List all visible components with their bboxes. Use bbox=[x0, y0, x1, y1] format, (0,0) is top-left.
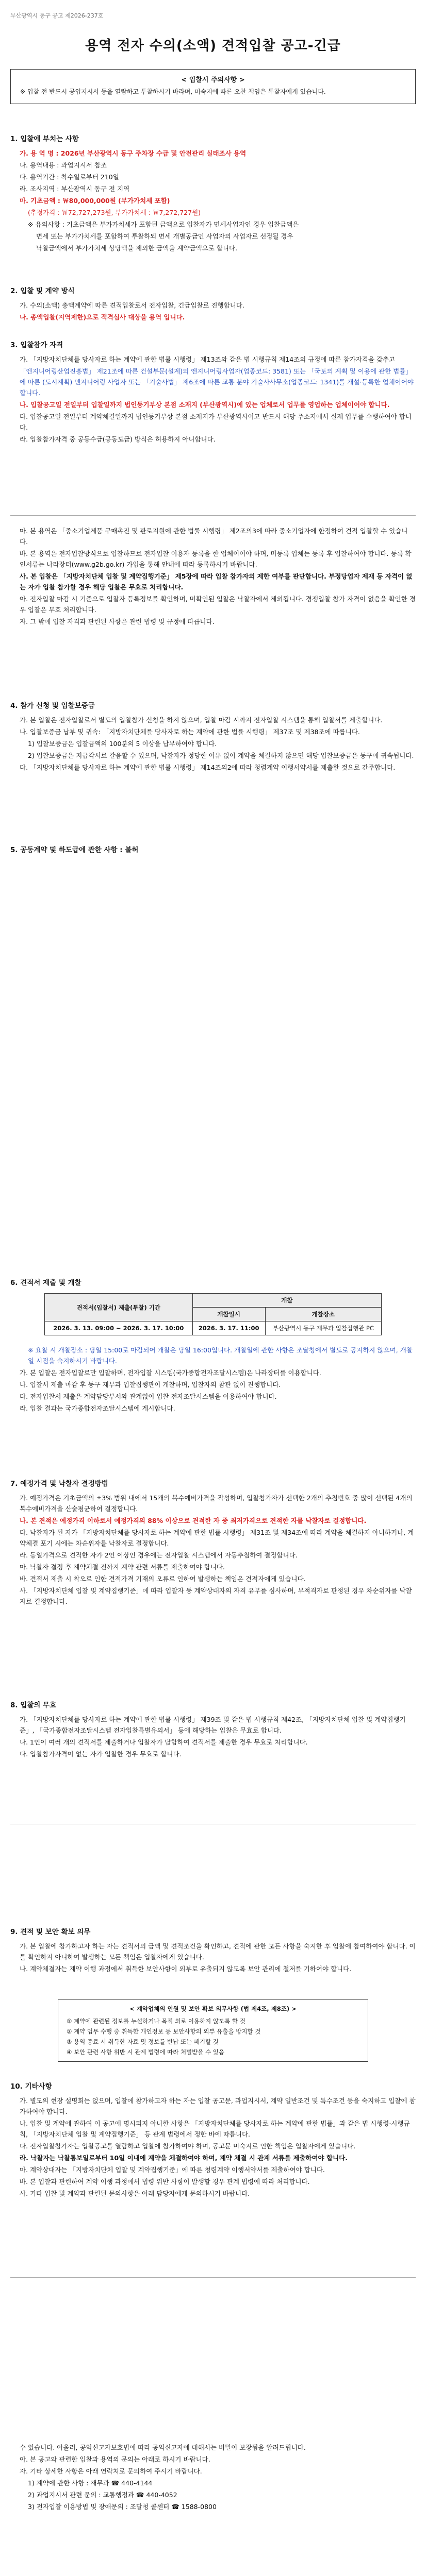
section-1-heading: 1. 입찰에 부치는 사항 bbox=[10, 135, 79, 143]
section-3-heading: 3. 입찰참가 자격 bbox=[10, 341, 63, 349]
s6-note-5: 라. 입찰 결과는 국가종합전자조달시스템에 게시합니다. bbox=[20, 1404, 175, 1412]
s10-item-5: 마. 계약상대자는 「지방자치단체 입찰 및 계약집행기준」에 따른 청렴계약 이행서약서를 제출하여야 합니다. bbox=[20, 2166, 325, 2174]
section-3 bbox=[10, 340, 416, 446]
s3b-item-2: 바. 본 용역은 전자입찰방식으로 입찰하므로 전자입찰 이용자 등록을 한 업체이어야 하며, 미등록 업체는 등록 후 입찰하여야 합니다. 등록 확인서류는 나라장터(www.g2b.go.kr) 가입을 통해 안내에 따라 등록하시기 바랍니다. bbox=[20, 550, 412, 568]
s10-after-3: 자. 기타 상세한 사항은 아래 연락처로 문의하여 주시기 바랍니다. bbox=[20, 2467, 202, 2475]
s7-item-7: 사. 「지방자치단체 입찰 및 계약집행기준」에 따라 입찰자 등 계약상대자의 자격 유무를 심사하며, 부적격자로 판정된 경우 차순위자를 낙찰자로 결정합니다. bbox=[20, 1587, 412, 1605]
contact-2: 2) 과업지시서 관련 문의 : 교통행정과 ☎ 440-4052 bbox=[28, 2491, 177, 2499]
s1-item-8: 면세 또는 부가가치세를 포함하여 투찰하되 면세 개별공급인 사업자의 사업자로 선정될 경우 bbox=[36, 232, 293, 240]
s10-item-6: 바. 본 입찰과 관련하여 계약 이행 과정에서 법령 위반 사항이 발생할 경우 관계 법령에 따라 처리합니다. bbox=[20, 2178, 310, 2185]
s3-item-4: 다. 입찰공고일 전일부터 계약체결일까지 법인등기부상 본점 소재지가 부산광역시이고 반드시 해당 주소지에서 실제 업무를 수행하여야 합니다. bbox=[20, 413, 412, 431]
notice-title: < 입찰시 주의사항 > bbox=[181, 76, 245, 84]
s4-item-4: 2) 입찰보증금은 지급각서로 갈음할 수 있으며, 낙찰자가 정당한 이유 없이 계약을 체결하지 않으면 해당 입찰보증금은 동구에 귀속됩니다. bbox=[28, 752, 414, 759]
s8-item-2: 나. 1인이 여러 개의 견적서를 제출하거나 입찰자가 담합하여 견적서를 제출한 경우 무효로 처리합니다. bbox=[20, 1738, 308, 1746]
col-opening-place: 개찰장소 bbox=[265, 1308, 381, 1321]
s6-note-3: 나. 입찰서 제출 마감 후 동구 재무과 입찰집행관이 개찰하며, 입찰자의 참관 없이 진행합니다. bbox=[20, 1381, 281, 1388]
s10-item-3: 다. 전자입찰참가자는 입찰공고를 열람하고 입찰에 참가하여야 하며, 공고문 미숙지로 인한 책임은 입찰자에게 있습니다. bbox=[20, 2142, 356, 2150]
s1-item-3: 다. 용역기간 : 착수일로부터 210일 bbox=[20, 173, 119, 181]
s1-item-2: 나. 용역내용 : 과업지시서 참조 bbox=[20, 161, 107, 169]
section-6 bbox=[10, 1278, 416, 1292]
col-group-opening: 개찰 bbox=[192, 1294, 381, 1308]
cell-opening-place: 부산광역시 동구 재무과 입찰집행관 PC bbox=[265, 1321, 381, 1335]
notice-text: ※ 입찰 전 반드시 공입지시서 등을 열람하고 투찰하시기 바라며, 미숙지에 따른 오찬 책임은 투찰자에게 있습니다. bbox=[20, 88, 326, 95]
s9-item-1: 가. 본 입찰에 참가하고자 하는 자는 견적서의 금액 및 견적조건을 확인하고, 견적에 관한 모든 사항을 숙지한 후 입찰에 참여하여야 합니다. 이를 확인하지 아니하여 발생하는 모든 책임은 입찰자에게 있습니다. bbox=[20, 1942, 416, 1961]
caution-notice-box bbox=[10, 69, 416, 104]
s1-item-9: 낙찰금액에서 부가가치세 상당액을 제외한 금액을 계약금액으로 합니다. bbox=[36, 244, 238, 252]
section-2 bbox=[10, 286, 416, 324]
security-box-title: < 계약업체의 인원 및 보안 확보 의무사항 (법 제4조, 제8조) > bbox=[129, 2005, 297, 2012]
s7-item-4: 라. 동일가격으로 견적한 자가 2인 이상인 경우에는 전자입찰 시스템에서 자동추첨하여 결정합니다. bbox=[20, 1551, 298, 1559]
divider bbox=[10, 515, 416, 516]
section-9 bbox=[10, 1927, 416, 1975]
s1-item-7: ※ 유의사항 : 기초금액은 부가가치세가 포함된 금액으로 입찰자가 면세사업자인 경우 입찰금액은 bbox=[28, 221, 299, 228]
security-item-4: ④ 보안 관련 사항 위반 시 관계 법령에 따라 처벌받을 수 있음 bbox=[67, 2048, 225, 2056]
section-8-heading: 8. 입찰의 무효 bbox=[10, 1701, 57, 1709]
section-2-heading: 2. 입찰 및 계약 방식 bbox=[10, 287, 75, 295]
col-submit-period: 견적서(입찰서) 제출(투찰) 기간 bbox=[45, 1294, 193, 1321]
announcement-number: 부산광역시 동구 공고 제2026-237호 bbox=[10, 12, 104, 19]
col-opening-time: 개찰일시 bbox=[192, 1308, 265, 1321]
security-item-3: ③ 용역 종료 시 취득한 자료 및 정보를 반납 또는 폐기할 것 bbox=[67, 2038, 219, 2045]
section-7 bbox=[10, 1479, 416, 1608]
s7-item-1: 가. 예정가격은 기초금액의 ±3% 범위 내에서 15개의 복수예비가격을 작성하며, 입찰참가자가 선택한 2개의 추첨번호 중 많이 선택된 4개의 복수예비가격을 산술평균하여 결정합니다. bbox=[20, 1494, 413, 1513]
section-1 bbox=[10, 134, 416, 255]
contact-1: 1) 계약에 관한 사항 : 재무과 ☎ 440-4144 bbox=[28, 2479, 153, 2487]
s10-item-7: 사. 기타 입찰 및 계약과 관련된 문의사항은 아래 담당자에게 문의하시기 바랍니다. bbox=[20, 2190, 250, 2197]
security-obligation-box bbox=[58, 1999, 368, 2062]
s3-item-1: 가. 「지방자치단체를 당사자로 하는 계약에 관한 법률 시행령」 제13조와 같은 법 시행규칙 제14조의 규정에 따른 참가자격을 갖추고 bbox=[20, 355, 396, 363]
s2-item-1: 가. 수의(소액) 총액계약에 따른 견적입찰로서 전자입찰, 긴급입찰로 진행합니다. bbox=[20, 301, 244, 309]
security-item-1: ① 계약에 관련된 정보를 누설하거나 목적 외로 이용하지 않도록 할 것 bbox=[67, 2018, 245, 2025]
s7-item-3: 다. 낙찰자가 된 자가 「지방자치단체를 당사자로 하는 계약에 관한 법률 시행령」 제31조 및 제34조에 따라 계약을 체결하지 아니하거나, 계약체결 포기 시에는 차순위자를 낙찰자로 결정합니다. bbox=[20, 1529, 414, 1547]
s1-item-5: 마. 기초금액 : ￦80,000,000원 (부가가치세 포함) bbox=[20, 197, 170, 205]
s3b-item-1: 마. 본 용역은 「중소기업제품 구매촉진 및 판로지원에 관한 법률 시행령」 제2조의3에 따라 중소기업자에 한정하여 견적 입찰할 수 있습니다. bbox=[20, 527, 408, 546]
s3b-item-3: 사. 본 입찰은 「지방자치단체 입찰 및 계약집행기준」 제5장에 따라 입찰 참가자의 제한 여부를 판단합니다. 부정당업자 제재 등 자격이 없는 자가 입찰 참가할 경우 해당 입찰은 무효로 처리합니다. bbox=[20, 572, 413, 591]
section-3-cont bbox=[10, 526, 416, 628]
s4-item-5: 다. 「지방자치단체를 당사자로 하는 계약에 관한 법률 시행령」 제14조의2에 따라 청렴계약 이행서약서를 제출한 것으로 간주합니다. bbox=[20, 764, 396, 771]
section-10 bbox=[10, 2081, 416, 2200]
s3b-item-4: 아. 전자입찰 마감 시 기준으로 입찰자 등록정보를 확인하며, 미확인된 입찰은 낙찰자에서 제외됩니다. 경쟁입찰 참가 자격이 없음을 확인한 경우 입찰은 무효 처리합니다. bbox=[20, 595, 416, 614]
section-9-heading: 9. 견적 및 보안 확보 의무 bbox=[10, 1928, 91, 1936]
section-6-notes bbox=[10, 1345, 416, 1415]
s3-item-5: 라. 입찰참가자격 중 공동수급(공동도급) 방식은 허용하지 아니합니다. bbox=[20, 435, 216, 443]
section-10-heading: 10. 기타사항 bbox=[10, 2082, 52, 2091]
divider bbox=[10, 2277, 416, 2278]
table-row bbox=[45, 1321, 382, 1335]
s10-after-2: 아. 본 공고와 관련한 입찰과 용역의 문의는 아래로 하시기 바랍니다. bbox=[20, 2455, 210, 2463]
bid-schedule-table bbox=[44, 1293, 382, 1335]
s1-item-6: (추정가격 : ￦72,727,273원, 부가가치세 : ￦7,272,727원) bbox=[28, 209, 201, 216]
s2-item-2: 나. 총액입찰(지역제한)으로 적격심사 대상을 용역 입니다. bbox=[20, 313, 185, 321]
section-8 bbox=[10, 1700, 416, 1760]
s9-item-2: 나. 계약체결자는 계약 이행 과정에서 취득한 보안사항이 외부로 유출되지 않도록 보안 관리에 철저를 기하여야 합니다. bbox=[20, 1965, 352, 1973]
section-7-heading: 7. 예정가격 및 낙찰자 결정방법 bbox=[10, 1480, 108, 1488]
s6-note-4: 다. 전자입찰서 제출은 계약담당부서와 관계없이 입찰 전자조달시스템을 이용하여야 합니다. bbox=[20, 1393, 277, 1400]
s10-item-4: 라. 낙찰자는 낙찰통보일로부터 10일 이내에 계약을 체결하여야 하며, 계약 체결 시 관계 서류를 제출하여야 합니다. bbox=[20, 2154, 348, 2162]
section-5-heading: 5. 공동계약 및 하도급에 관한 사항 : 불허 bbox=[10, 846, 139, 854]
s3-item-2: 「엔지니어링산업진흥법」 제21조에 따른 건설부문(설계)의 엔지니어링사업자(업종코드: 3581) 또는 「국토의 계획 및 이용에 관한 법률」에 따른 (도시계획) 엔지니어링 사업자 또는 「기술사법」 제6조에 따른 교통 분야 기술사사무소(업종코드: 1341)를 개설·등록한 업체이어야 합니다. bbox=[20, 367, 414, 397]
section-5 bbox=[10, 845, 416, 859]
s6-note-2: 가. 본 입찰은 전자입찰로만 입찰하며, 전자입찰 시스템(국가종합전자조달시스템)은 나라장터를 이용합니다. bbox=[20, 1369, 321, 1377]
s8-item-1: 가. 「지방자치단체를 당사자로 하는 계약에 관한 법률 시행령」 제39조 및 같은 법 시행규칙 제42조, 「지방자치단체 입찰 및 계약집행기준」, 「국가종합전자조달시스템 전자입찰특별유의서」 등에 해당하는 입찰은 무효로 합니다. bbox=[20, 1716, 406, 1734]
section-6-heading: 6. 견적서 제출 및 개찰 bbox=[10, 1279, 81, 1287]
s4-item-2: 나. 입찰보증금 납부 및 귀속: 「지방자치단체를 당사자로 하는 계약에 관한 법률 시행령」 제37조 및 제38조에 따릅니다. bbox=[20, 728, 360, 736]
s1-item-1: 가. 용 역 명 : 2026년 부산광역시 동구 주차장 수급 및 안전관리 실태조사 용역 bbox=[20, 149, 247, 157]
s4-item-1: 가. 본 입찰은 전자입찰로서 별도의 입찰참가 신청을 하지 않으며, 입찰 마감 시까지 전자입찰 시스템을 통해 입찰서를 제출합니다. bbox=[20, 716, 383, 724]
s7-item-5: 마. 낙찰자 결정 후 계약체결 전까지 계약 관련 서류를 제출하여야 합니다. bbox=[20, 1563, 225, 1571]
s4-item-3: 1) 입찰보증금은 입찰금액의 100분의 5 이상을 납부하여야 합니다. bbox=[28, 740, 217, 748]
page-title: 용역 전자 수의(소액) 견적입찰 공고-긴급 bbox=[85, 38, 341, 54]
s10-item-2: 나. 입찰 및 계약에 관하여 이 공고에 명시되지 아니한 사항은 「지방자치단체를 당사자로 하는 계약에 관한 법률」과 같은 법 시행령·시행규칙, 「지방자치단체 입찰 및 계약집행기준」 등 관계 법령에서 정한 바에 따릅니다. bbox=[20, 2120, 410, 2138]
cell-opening-time: 2026. 3. 17. 11:00 bbox=[192, 1321, 265, 1335]
s10-after-1: 수 있습니다. 아울러, 공익신고자보호법에 따라 공익신고자에 대해서는 비밀이 보장됨을 알려드립니다. bbox=[20, 2444, 306, 2451]
contact-3: 3) 전자입찰 이용방법 및 장애문의 : 조달청 콜센터 ☎ 1588-0800 bbox=[28, 2503, 217, 2511]
s7-item-2: 나. 본 견적은 예정가격 이하로서 예정가격의 88% 이상으로 견적한 자 중 최저가격으로 견적한 자를 낙찰자로 결정합니다. bbox=[20, 1517, 367, 1524]
s1-item-4: 라. 조사지역 : 부산광역시 동구 전 지역 bbox=[20, 185, 130, 193]
s6-note-1: ※ 요찰 시 개찰장소 : 당일 15:00로 마감되어 개찰은 당일 16:00입니다. 개찰일에 관한 사항은 조달청에서 별도로 공지하지 않으며, 개찰일 시점을 숙지하시기 바랍니다. bbox=[28, 1346, 413, 1365]
section-10-cont bbox=[10, 2442, 416, 2513]
security-item-2: ② 계약 업무 수행 중 취득한 개인정보 등 보안사항의 외부 유출을 방지할 것 bbox=[67, 2028, 261, 2035]
section-4-heading: 4. 참가 신청 및 입찰보증금 bbox=[10, 702, 95, 710]
s8-item-3: 다. 입찰참가자격이 없는 자가 입찰한 경우 무효로 합니다. bbox=[20, 1750, 182, 1758]
s7-item-6: 바. 견적서 제출 시 착오로 인한 견적가격 기재의 오류로 인하여 발생하는 책임은 견적자에게 있습니다. bbox=[20, 1575, 306, 1583]
section-4 bbox=[10, 701, 416, 774]
s3b-item-5: 자. 그 밖에 입찰 자격과 관련된 사항은 관련 법령 및 규정에 따릅니다. bbox=[20, 618, 215, 625]
cell-period: 2026. 3. 13. 09:00 ~ 2026. 3. 17. 10:00 bbox=[45, 1321, 193, 1335]
s3-item-3: 나. 입찰공고일 전일부터 입찰일까지 법인등기부상 본점 소재지 (부산광역시)에 있는 업체로서 업무를 영업하는 업체이어야 합니다. bbox=[20, 401, 390, 409]
s10-item-1: 가. 별도의 현장 설명회는 없으며, 입찰에 참가하고자 하는 자는 입찰 공고문, 과업지시서, 계약 일반조건 및 특수조건 등을 숙지하고 입찰에 참가하여야 합니다. bbox=[20, 2097, 416, 2115]
